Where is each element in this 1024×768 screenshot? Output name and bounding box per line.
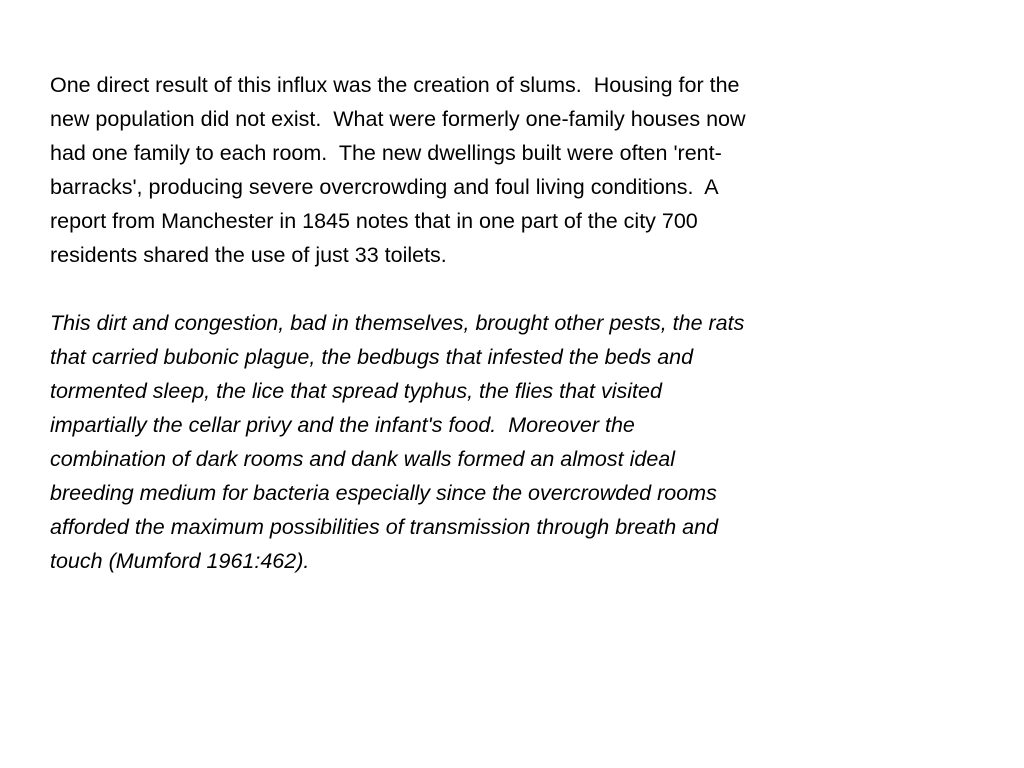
paragraph-line: residents shared the use of just 33 toilets. [50,243,447,267]
paragraph-line: new population did not exist. What were formerly one-family houses now [50,107,746,131]
slide-text-body [50,68,930,578]
paragraph-line: barracks', producing severe overcrowding and foul living conditions. A [50,175,719,199]
quote-line: afforded the maximum possibilities of transmission through breath and [50,515,719,539]
quote-line: tormented sleep, the lice that spread typhus, the flies that visited [50,379,662,403]
paragraph-slums [50,68,930,272]
paragraph-line: One direct result of this influx was the creation of slums. Housing for the [50,73,740,97]
quote-line: combination of dark rooms and dank walls formed an almost ideal [50,447,676,471]
quote-line: impartially the cellar privy and the infant's food. Moreover the [50,413,635,437]
paragraph-spacer [50,272,930,306]
paragraph-line: report from Manchester in 1845 notes that in one part of the city 700 [50,209,698,233]
quote-line: that carried bubonic plague, the bedbugs that infested the beds and [50,345,694,369]
paragraph-line: had one family to each room. The new dwellings built were often 'rent- [50,141,722,165]
quote-line: touch (Mumford 1961:462). [50,549,310,573]
quote-line: This dirt and congestion, bad in themselves, brought other pests, the rats [50,311,745,335]
quote-line: breeding medium for bacteria especially since the overcrowded rooms [50,481,717,505]
paragraph-quote-mumford [50,306,930,578]
